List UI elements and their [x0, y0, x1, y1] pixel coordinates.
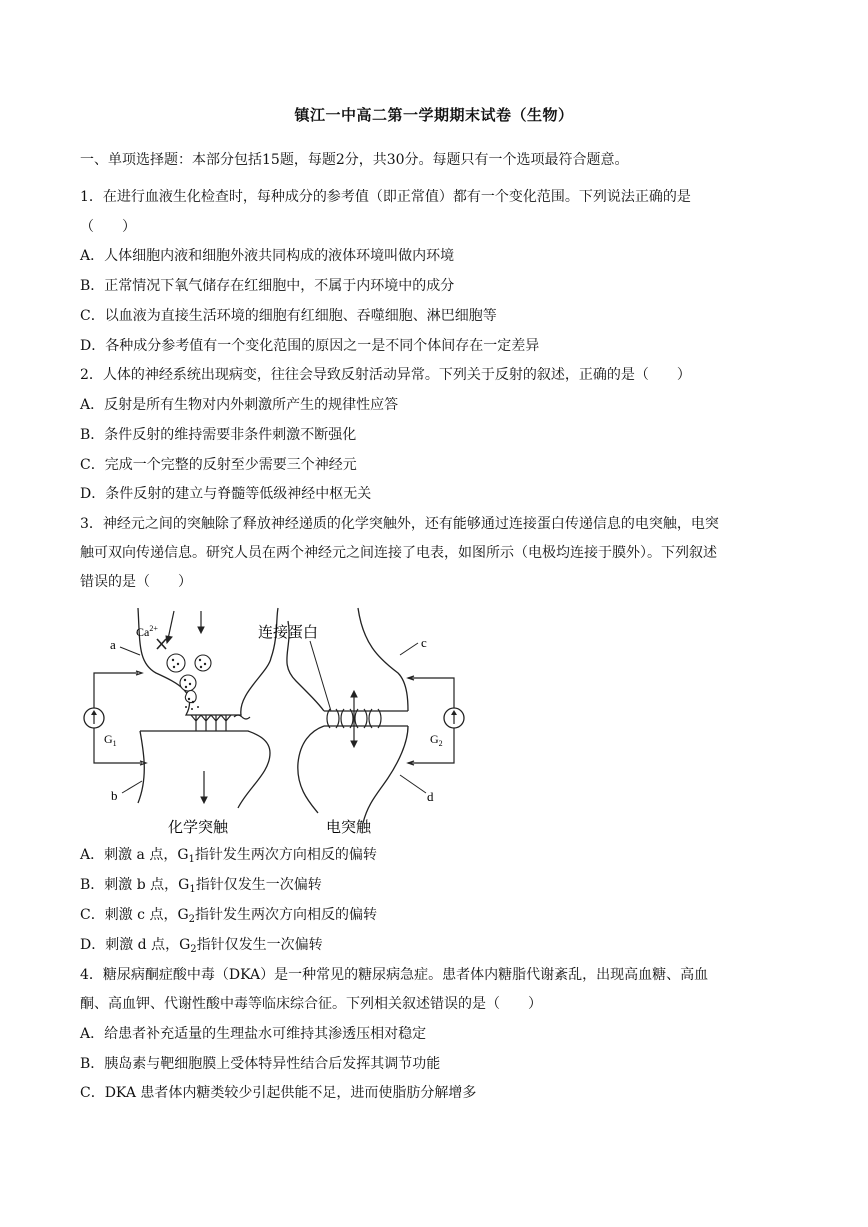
- electrical-left-lower: [298, 726, 324, 813]
- q4-stem-line1: 4．糖尿病酮症酸中毒（DKA）是一种常见的糖尿病急症。患者体内糖脂代谢紊乱，出现高血糖、高血: [80, 967, 709, 983]
- electrical-right-upper: [358, 608, 408, 711]
- q1-option-a: A．人体细胞内液和细胞外液共同构成的液体环境叫做内环境: [80, 248, 455, 264]
- g1-meter: [84, 708, 104, 728]
- g2-label: $G_2$: [430, 732, 443, 748]
- q2-option-b: B．条件反射的维持需要非条件刺激不断强化: [80, 427, 357, 443]
- q3-option-a: A．刺激 a 点，$G_1$指针发生两次方向相反的偏转: [80, 847, 377, 865]
- label-c: c: [421, 635, 427, 650]
- q3-stem-line2: 触可双向传递信息。研究人员在两个神经元之间连接了电表，如图所示（电极均连接于膜外）。下列叙述: [80, 545, 717, 561]
- q1-option-b: B．正常情况下氧气储存在红细胞中，不属于内环境中的成分: [80, 278, 455, 294]
- q3-stem-line3: 错误的是（ ）: [80, 574, 192, 590]
- q3-stem-line1: 3．神经元之间的突触除了释放神经递质的化学突触外，还有能够通过连接蛋白传递信息的电突触，电突: [80, 516, 719, 532]
- q1-option-d: D．各种成分参考值有一个变化范围的原因之一是不同个体间存在一定差异: [80, 338, 540, 354]
- q1-option-c: C．以血液为直接生活环境的细胞有红细胞、吞噬细胞、淋巴细胞等: [80, 308, 497, 324]
- section-heading: 一、单项选择题：本部分包括15题，每题2分，共30分。每题只有一个选项最符合题意。: [80, 152, 629, 168]
- q1-blank: （ ）: [80, 219, 136, 235]
- chemical-synapse-label: 化学突触: [168, 820, 229, 836]
- q1-stem: 1．在进行血液生化检查时，每种成分的参考值（即正常值）都有一个变化范围。下列说法正确的是: [80, 189, 691, 205]
- g2-meter: [444, 708, 464, 728]
- q3-option-b: B．刺激 b 点，$G_1$指针仅发生一次偏转: [80, 877, 322, 895]
- page-title: 镇江一中高二第一学期期末试卷（生物）: [294, 106, 574, 124]
- calcium-label: $Ca^{2+}$: [136, 624, 158, 639]
- q2-option-d: D．条件反射的建立与脊髓等低级神经中枢无关: [80, 486, 372, 502]
- receptors: [191, 715, 250, 731]
- label-a: a: [110, 637, 116, 652]
- label-d: d: [427, 789, 434, 804]
- q4-stem-line2: 酮、高血钾、代谢性酸中毒等临床综合征。下列相关叙述错误的是（ ）: [80, 996, 542, 1012]
- synaptic-vesicles: [167, 654, 211, 703]
- calcium-channel: [157, 639, 166, 649]
- q2-option-c: C．完成一个完整的反射至少需要三个神经元: [80, 457, 357, 473]
- g1-label: $G_1$: [104, 732, 117, 748]
- q2-option-a: A．反射是所有生物对内外刺激所产生的规律性应答: [80, 397, 399, 413]
- q3-option-d: D．刺激 d 点，$G_2$指针仅发生一次偏转: [80, 937, 323, 955]
- synapse-diagram: [78, 603, 478, 841]
- q4-option-b: B．胰岛素与靶细胞膜上受体特异性结合后发挥其调节功能: [80, 1056, 441, 1072]
- q4-option-c: C．DKA 患者体内糖类较少引起供能不足，进而使脂肪分解增多: [80, 1085, 477, 1101]
- electrical-synapse-label: 电突触: [326, 820, 372, 836]
- q2-stem: 2．人体的神经系统出现病变，往往会导致反射活动异常。下列关于反射的叙述，正确的是（ ）: [80, 367, 691, 383]
- bidirectional-arrow: [351, 691, 357, 747]
- q4-option-a: A．给患者补充适量的生理盐水可维持其渗透压相对稳定: [80, 1026, 427, 1042]
- connexin-label: 连接蛋白: [258, 625, 319, 641]
- label-b: b: [111, 788, 118, 803]
- q3-option-c: C．刺激 c 点，$G_2$指针发生两次方向相反的偏转: [80, 907, 378, 925]
- electrical-right-lower: [363, 726, 408, 823]
- postsynaptic-membrane: [140, 731, 270, 808]
- label-pointers: [120, 641, 426, 793]
